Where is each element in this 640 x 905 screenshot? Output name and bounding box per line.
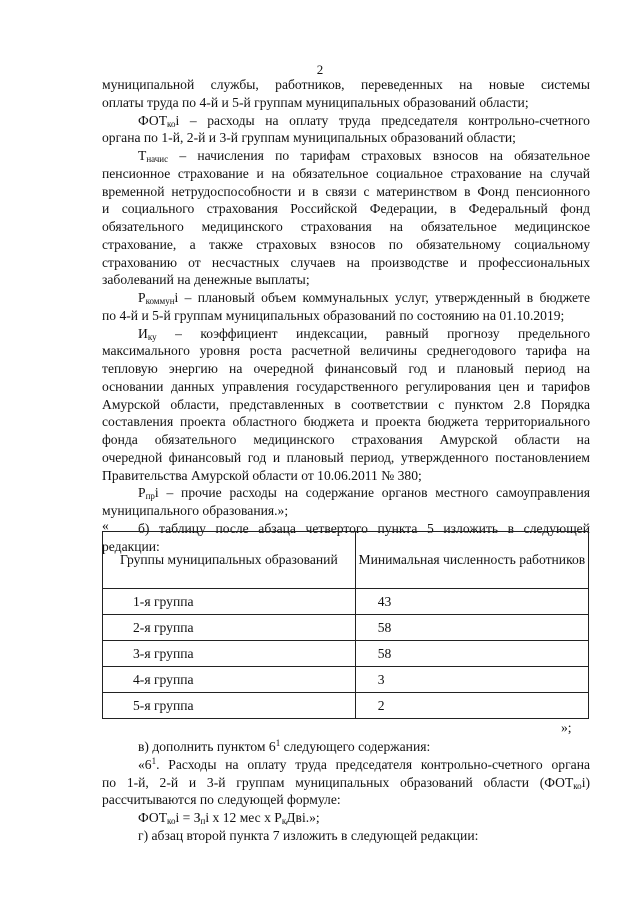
text-line: по 4-й и 5-й группам муниципальных образований по состоянию на 01.10.2019; — [102, 307, 565, 323]
symbol-fot: $ФОТ_{ко}i$ — [138, 112, 180, 129]
item-g: г) абзац второй пункта 7 изложить в следующей редакции: — [138, 827, 479, 843]
page-number: 2 — [316, 62, 324, 77]
table-cell-group: 2-я группа — [103, 615, 356, 641]
definition-r: $Р_{коммун}i$ – плановый объем коммунальных услуг, утвержденный в бюджете — [138, 290, 590, 306]
table-row — [103, 693, 589, 719]
body-text-bottom — [102, 738, 590, 845]
text-line: б) таблицу после абзаца четвертого пункта 5 изложить в следующей — [138, 520, 590, 536]
item-6-1-line3: рассчитываются по следующей формуле: — [102, 792, 341, 808]
quote-close-mark: »; — [561, 720, 572, 735]
symbol-t: $Т_{начис}$ — [138, 148, 169, 164]
table-cell-group: 3-я группа — [103, 641, 356, 667]
symbol-r: $Р_{коммун}i$ — [138, 290, 179, 306]
text-line: временной нетрудоспособности и в связи с материнством в Фонд пенсионного — [102, 183, 590, 199]
symbol-p: $Р_{пр}i$ — [138, 485, 159, 502]
text-line: тепловую энергию на очередной финансовый год и плановый период на — [102, 361, 590, 376]
table-row — [103, 615, 589, 641]
table-row — [103, 667, 589, 693]
text-line: страхованию от несчастных случаев на производстве и профессиональных — [102, 254, 590, 270]
definition-fot: $ФОТ_{ко}i$ – расходы на оплату труда председателя контрольно-счетного — [138, 112, 590, 129]
text-line: редакции: — [102, 538, 160, 554]
text-line: и социального страхования Российской Федерации, в Федеральный фонд — [102, 201, 590, 217]
item-v: в) дополнить пунктом $6^1$ следующего содержания: — [138, 738, 431, 754]
item-6-1-line2: по 1-й, 2-й и 3-й группам муниципальных образований области $(ФОТ_{ко}i)$ — [102, 774, 590, 791]
formula: $ФОТ_{ко}i = З_пi$ x 12 мес x $Р_кДві$.»; — [138, 810, 320, 826]
table-cell-count: 43 — [355, 589, 588, 615]
text-line: оплаты труда по 4-й и 5-й группам муниципальных образований области; — [102, 94, 529, 110]
table-header-row — [103, 532, 589, 589]
table-cell-count: 58 — [355, 615, 588, 641]
groups-table — [102, 531, 589, 719]
table-header-min-staff: Минимальная численность работников — [355, 532, 588, 589]
table-row — [103, 589, 589, 615]
symbol-i: $И_{ку}$ — [138, 325, 157, 342]
text-line: максимального уровня роста расчетной величины среднегодового тарифа на — [102, 343, 590, 359]
text-line: очередной финансовый год и плановый период, утвержденного постановлением — [102, 449, 590, 465]
text-line: Правительства Амурской области от 10.06.2011 № 380; — [102, 467, 422, 483]
text-line: фонда обязательного медицинского страхования Амурской области на — [102, 432, 590, 447]
text-line: пенсионное страхование и на обязательное социальное страхование на случай — [102, 165, 590, 181]
table-cell-count: 58 — [355, 641, 588, 667]
definition-t: $Т_{начис}$ – начисления по тарифам страховых взносов на обязательное — [138, 148, 590, 164]
text-line: муниципальной службы, работников, переведенных на новые системы — [102, 77, 590, 92]
table-cell-group: 1-я группа — [103, 589, 356, 615]
text-line: Амурской области, представленных в соответствии с пунктом 2.8 Порядка — [102, 396, 590, 412]
text-line: страхование, а также страховых взносов по обязательному социальному — [102, 236, 590, 252]
table-cell-group: 4-я группа — [103, 667, 356, 693]
text-line: муниципального образования.»; — [102, 503, 289, 518]
quote-open-mark: « — [102, 518, 109, 533]
text-line: органа по 1-й, 2-й и 3-й группам муниципальных образований области; — [102, 130, 516, 146]
table-row — [103, 641, 589, 667]
text-line: заболеваний на денежные выплаты; — [102, 272, 310, 288]
text-line: обязательного медицинского страхования на обязательное медицинское — [102, 219, 590, 234]
text-line: составления проекта областного бюджета и проекта бюджета территориального — [102, 414, 590, 430]
table-header-groups: Группы муниципальных образований — [103, 532, 356, 589]
body-text-top — [102, 76, 590, 555]
table-cell-count: 2 — [355, 693, 588, 719]
text-line: основании данных управления государственного регулирования цен и тарифов — [102, 378, 590, 394]
table-cell-count: 3 — [355, 667, 588, 693]
definition-p: $Р_{пр}i$ – прочие расходы на содержание органов местного самоуправления — [138, 485, 590, 502]
definition-i: $И_{ку}$ – коэффициент индексации, равный прогнозу предельного — [138, 325, 590, 342]
table-cell-group: 5-я группа — [103, 693, 356, 719]
item-6-1-line1: «$6^1$. Расходы на оплату труда председателя контрольно-счетного органа — [138, 755, 590, 772]
